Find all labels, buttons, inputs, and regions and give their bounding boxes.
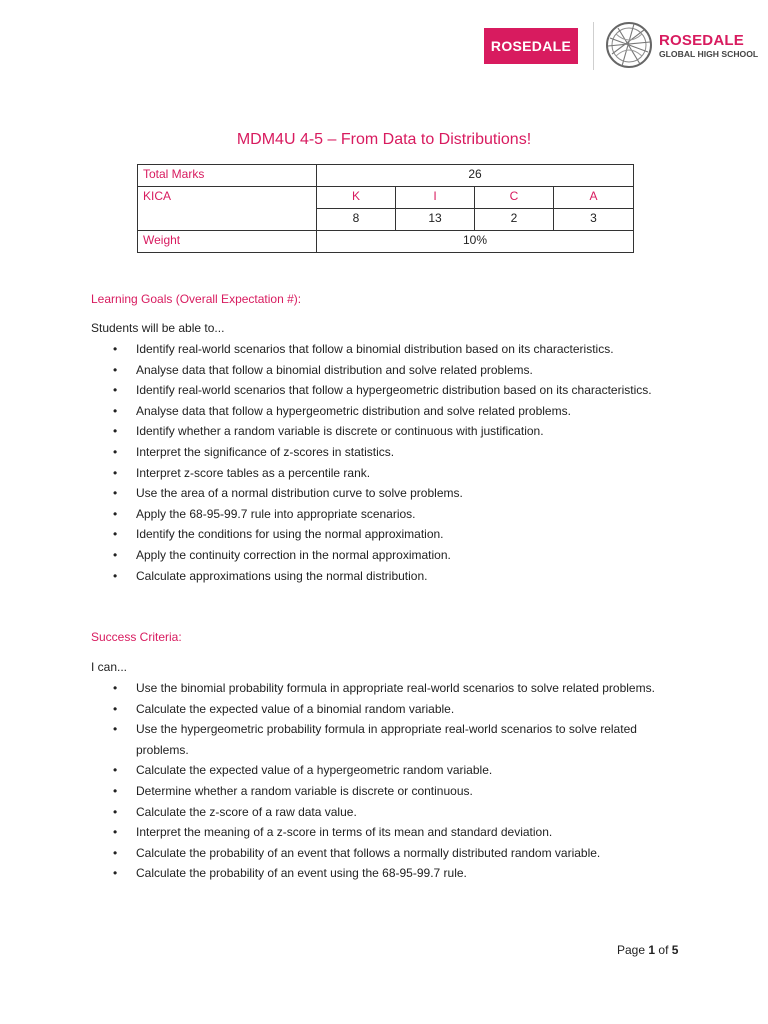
- table-row: [138, 187, 634, 209]
- school-name: ROSEDALE: [659, 32, 744, 49]
- globe-logo-icon: [604, 20, 654, 70]
- table-row: [138, 231, 634, 253]
- kica-label: KICA: [138, 187, 317, 231]
- learning-goals-intro: Students will be able to...: [91, 321, 225, 335]
- list-item: • Apply the 68-95-99.7 rule into appropriate scenarios.: [91, 504, 671, 525]
- list-item: • Identify real-world scenarios that follow a hypergeometric distribution based on its characteristics.: [91, 380, 671, 401]
- page-of: of: [658, 943, 669, 957]
- page-label: Page: [617, 943, 646, 957]
- kica-header-k: K: [317, 187, 396, 209]
- kica-value-k: 8: [317, 209, 396, 231]
- list-item: • Identify whether a random variable is discrete or continuous with justification.: [91, 421, 671, 442]
- total-marks-label: Total Marks: [138, 165, 317, 187]
- page-current: 1: [648, 943, 656, 957]
- kica-value-a: 3: [554, 209, 634, 231]
- list-item: • Interpret z-score tables as a percentile rank.: [91, 463, 671, 484]
- logo-divider: [593, 22, 594, 70]
- list-item: • Use the hypergeometric probability formula in appropriate real-world scenarios to solve related problems.: [91, 719, 671, 760]
- page-total: 5: [671, 943, 679, 957]
- list-item: • Identify the conditions for using the normal approximation.: [91, 524, 671, 545]
- marks-table: [137, 164, 634, 253]
- list-item: • Calculate the probability of an event that follows a normally distributed random variable.: [91, 843, 671, 864]
- list-item: • Interpret the significance of z-scores in statistics.: [91, 442, 671, 463]
- list-item: • Calculate the expected value of a binomial random variable.: [91, 699, 671, 720]
- list-item: • Analyse data that follow a hypergeometric distribution and solve related problems.: [91, 401, 671, 422]
- badge-text: ROSEDALE: [490, 38, 572, 54]
- total-marks-value: 26: [317, 165, 634, 187]
- school-name-logo: [659, 33, 758, 59]
- kica-header-a: A: [554, 187, 634, 209]
- weight-value: 10%: [317, 231, 634, 253]
- table-row: [138, 165, 634, 187]
- page-number: [617, 943, 678, 957]
- list-item: • Determine whether a random variable is discrete or continuous.: [91, 781, 671, 802]
- list-item: • Interpret the meaning of a z-score in terms of its mean and standard deviation.: [91, 822, 671, 843]
- list-item: • Calculate the expected value of a hypergeometric random variable.: [91, 760, 671, 781]
- weight-label: Weight: [138, 231, 317, 253]
- list-item: • Use the binomial probability formula in appropriate real-world scenarios to solve related problems.: [91, 678, 671, 699]
- kica-value-c: 2: [475, 209, 554, 231]
- rosedale-badge-logo: [484, 28, 578, 64]
- kica-header-i: I: [396, 187, 475, 209]
- list-item: • Apply the continuity correction in the normal approximation.: [91, 545, 671, 566]
- list-item: • Calculate approximations using the normal distribution.: [91, 566, 671, 587]
- success-criteria-intro: I can...: [91, 660, 128, 674]
- learning-goals-heading: Learning Goals (Overall Expectation #):: [91, 292, 302, 306]
- school-subtitle: GLOBAL HIGH SCHOOL: [659, 49, 759, 59]
- success-criteria-list: [91, 678, 671, 884]
- list-item: • Calculate the z-score of a raw data value.: [91, 802, 671, 823]
- learning-goals-list: [91, 339, 671, 586]
- kica-value-i: 13: [396, 209, 475, 231]
- list-item: • Analyse data that follow a binomial distribution and solve related problems.: [91, 360, 671, 381]
- list-item: • Calculate the probability of an event using the 68-95-99.7 rule.: [91, 863, 671, 884]
- list-item: • Identify real-world scenarios that follow a binomial distribution based on its characteristics.: [91, 339, 671, 360]
- success-criteria-heading: Success Criteria:: [91, 630, 182, 644]
- page-title: MDM4U 4-5 – From Data to Distributions!: [236, 131, 532, 148]
- kica-header-c: C: [475, 187, 554, 209]
- list-item: • Use the area of a normal distribution curve to solve problems.: [91, 483, 671, 504]
